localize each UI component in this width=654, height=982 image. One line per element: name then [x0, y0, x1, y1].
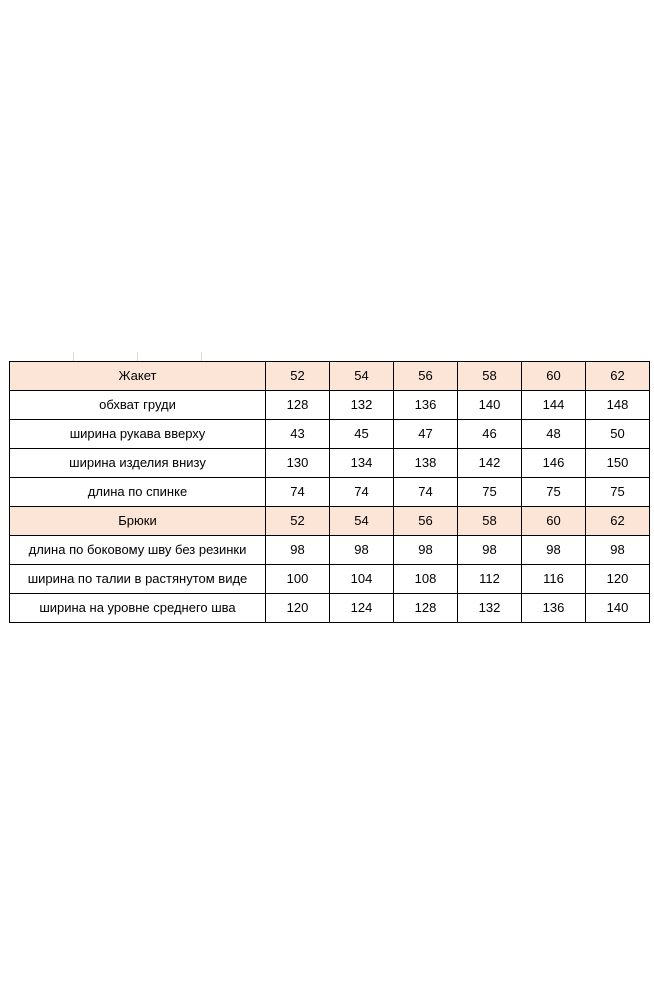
table-row	[10, 420, 650, 449]
table-row	[10, 536, 650, 565]
table-row	[10, 391, 650, 420]
measurement-value-cell: 50	[586, 420, 650, 449]
measurement-value-cell: 120	[586, 565, 650, 594]
measurement-value-cell: 74	[266, 478, 330, 507]
measurement-label-cell: длина по боковому шву без резинки	[10, 536, 266, 565]
measurement-label-cell: длина по спинке	[10, 478, 266, 507]
size-header-cell: 56	[394, 362, 458, 391]
table-header-row	[10, 362, 650, 391]
measurement-value-cell: 134	[330, 449, 394, 478]
measurement-value-cell: 116	[522, 565, 586, 594]
measurement-value-cell: 130	[266, 449, 330, 478]
size-header-cell: 58	[458, 507, 522, 536]
size-header-cell: 60	[522, 362, 586, 391]
measurement-value-cell: 43	[266, 420, 330, 449]
size-header-cell: 62	[586, 507, 650, 536]
table-row	[10, 565, 650, 594]
size-header-cell: 52	[266, 362, 330, 391]
size-header-cell: 60	[522, 507, 586, 536]
table-row	[10, 449, 650, 478]
measurement-value-cell: 136	[522, 594, 586, 623]
size-header-cell: 56	[394, 507, 458, 536]
measurement-value-cell: 75	[522, 478, 586, 507]
measurement-value-cell: 75	[458, 478, 522, 507]
measurement-value-cell: 48	[522, 420, 586, 449]
measurement-label-cell: ширина рукава вверху	[10, 420, 266, 449]
measurement-value-cell: 150	[586, 449, 650, 478]
measurement-value-cell: 140	[458, 391, 522, 420]
measurement-value-cell: 100	[266, 565, 330, 594]
measurement-value-cell: 45	[330, 420, 394, 449]
measurement-label-cell: ширина изделия внизу	[10, 449, 266, 478]
table-row	[10, 478, 650, 507]
measurement-value-cell: 136	[394, 391, 458, 420]
measurement-value-cell: 144	[522, 391, 586, 420]
measurement-value-cell: 124	[330, 594, 394, 623]
measurement-value-cell: 146	[522, 449, 586, 478]
measurement-value-cell: 74	[330, 478, 394, 507]
size-header-cell: 62	[586, 362, 650, 391]
size-header-cell: 52	[266, 507, 330, 536]
measurement-value-cell: 108	[394, 565, 458, 594]
measurement-value-cell: 74	[394, 478, 458, 507]
size-header-cell: 58	[458, 362, 522, 391]
table-body	[10, 362, 650, 623]
measurement-value-cell: 98	[522, 536, 586, 565]
gridline	[137, 352, 138, 361]
measurement-value-cell: 138	[394, 449, 458, 478]
measurement-value-cell: 98	[330, 536, 394, 565]
measurement-label-cell: обхват груди	[10, 391, 266, 420]
measurement-value-cell: 46	[458, 420, 522, 449]
measurement-value-cell: 142	[458, 449, 522, 478]
size-chart-table	[9, 361, 650, 623]
section-title-cell: Жакет	[10, 362, 266, 391]
measurement-value-cell: 98	[458, 536, 522, 565]
gridline	[201, 352, 202, 361]
measurement-value-cell: 47	[394, 420, 458, 449]
size-header-cell: 54	[330, 362, 394, 391]
measurement-value-cell: 128	[394, 594, 458, 623]
measurement-value-cell: 75	[586, 478, 650, 507]
section-title-cell: Брюки	[10, 507, 266, 536]
measurement-value-cell: 98	[586, 536, 650, 565]
table-header-row	[10, 507, 650, 536]
gridline	[73, 352, 74, 361]
spreadsheet-area	[9, 352, 651, 624]
measurement-value-cell: 128	[266, 391, 330, 420]
measurement-label-cell: ширина по талии в растянутом виде	[10, 565, 266, 594]
measurement-value-cell: 148	[586, 391, 650, 420]
measurement-value-cell: 104	[330, 565, 394, 594]
measurement-value-cell: 98	[266, 536, 330, 565]
measurement-label-cell: ширина на уровне среднего шва	[10, 594, 266, 623]
measurement-value-cell: 112	[458, 565, 522, 594]
measurement-value-cell: 132	[458, 594, 522, 623]
measurement-value-cell: 98	[394, 536, 458, 565]
size-header-cell: 54	[330, 507, 394, 536]
measurement-value-cell: 120	[266, 594, 330, 623]
measurement-value-cell: 132	[330, 391, 394, 420]
measurement-value-cell: 140	[586, 594, 650, 623]
table-row	[10, 594, 650, 623]
